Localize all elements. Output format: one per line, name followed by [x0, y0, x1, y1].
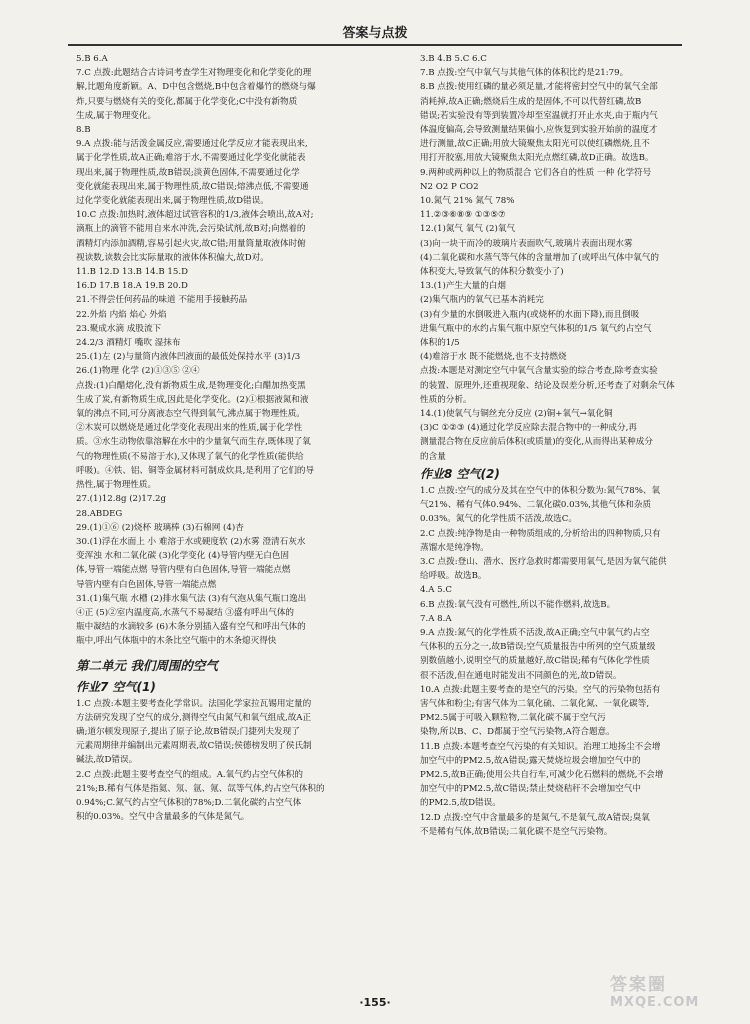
answer-line: 14.(1)使氧气与铜丝充分反应 (2)铜+氧气→氧化铜: [420, 409, 613, 420]
answer-line: 视读数,读数会比实际量取的液体体积偏大,故D对。: [76, 252, 269, 263]
answer-line: (2)集气瓶内的氧气已基本消耗完: [420, 295, 544, 306]
answer-line: 9.A 点拨:氮气的化学性质不活泼,故A正确;空气中氧气约占空: [420, 627, 650, 638]
header-rule: [68, 44, 682, 46]
answer-line: 10.氮气 21% 氮气 78%: [420, 196, 515, 207]
hw7-answers: [76, 697, 404, 825]
right-column: [420, 52, 748, 839]
answer-line: 10.C 点拨:加热时,液体超过试管容积的1/3,液体会喷出,故A对;: [76, 210, 314, 221]
answer-line: 现出来,属于物理性质,故B错误;淡黄色固体,不需要通过化学: [76, 167, 300, 178]
answer-line: 0.94%;C.氮气约占空气体积的78%;D.二氧化碳约占空气体: [76, 797, 302, 808]
answer-line: 氧的沸点不同,可分离液态空气得到氧气,沸点属于物理性质。: [76, 409, 305, 420]
answer-line: 气21%、稀有气体0.94%、二氧化碳0.03%,其他气体和杂质: [420, 500, 652, 511]
answer-line: 的含量: [420, 451, 446, 462]
answer-line: 26.(1)物理 化学 (2)①③⑤ ②④: [76, 366, 200, 377]
unit-heading: 第二单元 我们周围的空气: [76, 657, 218, 673]
answer-line: 体,导管一端能点燃 导管内壁有白色固体,导管一端能点燃: [76, 565, 291, 576]
answer-line: N2 O2 P CO2: [420, 181, 479, 192]
answer-line: 元素周期律并编制出元素周期表,故C错误;侯德榜发明了侯氏制: [76, 741, 312, 752]
answer-line: 7.C 点拨:此题结合古诗词考查学生对物理变化和化学变化的理: [76, 68, 312, 79]
answer-line: 测量混合物在反应前后体积(或质量)的变化,从而得出某种成分: [420, 437, 653, 448]
answer-line: 7.B 点拨:空气中氧气与其他气体的体积比约是21:79。: [420, 68, 629, 79]
answer-line: 害气体和粉尘;有害气体为二氧化硫、二氧化氮、一氧化碳等,: [420, 698, 650, 709]
answer-line: 呼吸)。④铁、铝、铜等金属材料可制成炊具,是利用了它们的导: [76, 465, 315, 476]
answer-line: 滴瓶上的滴管不能用自来水冲洗,会污染试剂,故B对;向燃着的: [76, 224, 306, 235]
answer-line: 变浑浊 水和二氧化碳 (3)化学变化 (4)导管内壁无白色固: [76, 551, 290, 562]
answer-line: 瓶中,呼出气体瓶中的木条比空气瓶中的木条熄灭得快: [76, 636, 277, 647]
answer-line: 6.B 点拨:氧气没有可燃性,所以不能作燃料,故选B。: [420, 599, 616, 610]
answer-line: 酒精灯内添加酒精,容易引起火灾,故C错;用量筒量取液体时俯: [76, 238, 306, 249]
answer-line: 10.A 点拨:此题主要考查的是空气的污染。空气的污染物包括有: [420, 684, 661, 695]
answer-line: (4)难溶于水 既不能燃烧,也不支持燃烧: [420, 352, 567, 363]
answer-line: 导管内壁有白色固体,导管一端能点燃: [76, 579, 217, 590]
answer-line: (4)二氧化碳和水蒸气等气体的含量增加了(或呼出气体中氧气的: [420, 252, 659, 263]
answer-line: 体温度偏高,会导致测量结果偏小,应恢复到实验开始前的温度才: [420, 125, 658, 136]
answer-line: 过化学变化就能表现出来,属于物理性质,故D错误。: [76, 196, 269, 207]
answer-line: 错误;若实验没有等到装置冷却至室温就打开止水夹,由于瓶内气: [420, 110, 658, 121]
answer-line: PM2.5属于可吸入颗粒物,二氧化碳不属于空气污: [420, 713, 606, 724]
answer-line: 加空气中的PM2.5,故A错误;露天焚烧垃圾会增加空气中的: [420, 755, 641, 766]
answer-line: 13.(1)产生大量的白烟: [420, 281, 506, 292]
answer-line: 9.A 点拨:能与活泼金属反应,需要通过化学反应才能表现出来,: [76, 139, 308, 150]
answer-line: ④正 (5)②室内温度高,水蒸气不易凝结 ③盛有呼出气体的: [76, 607, 295, 618]
answer-line: 染物,所以B、C、D都属于空气污染物,A符合题意。: [420, 727, 615, 738]
answer-line: 确;道尔顿发现原子,提出了原子论,故B错误;门捷列夫发现了: [76, 726, 300, 737]
answer-line: 瓶中凝结的水滴较多 (6)木条分别插入盛有空气和呼出气体的: [76, 622, 306, 633]
answer-line: ②木炭可以燃烧是通过化学变化表现出来的性质,属于化学性: [76, 423, 303, 434]
answer-line: 变化就能表现出来,属于物理性质,故C错误;熔沸点低,不需要通: [76, 181, 309, 192]
answer-line: (3)C ①②③ (4)通过化学反应除去混合物中的一种成分,再: [420, 423, 637, 434]
answer-line: 炸,只要与燃烧有关的变化,都属于化学变化;C中没有新物质: [76, 96, 298, 107]
answer-line: 给呼吸。故选B。: [420, 571, 487, 582]
answer-line: 不是稀有气体,故B错误;二氧化碳不是空气污染物。: [420, 826, 613, 837]
answer-line: 的PM2.5,故D错误。: [420, 798, 501, 809]
answer-line: 碱法,故D错误。: [76, 755, 138, 766]
watermark-bottom: MXQE.COM: [610, 995, 700, 1010]
answer-line: 31.(1)集气瓶 水槽 (2)排水集气法 (3)有气泡从集气瓶口逸出: [76, 593, 307, 604]
hw8-heading: 作业8 空气(2): [420, 466, 500, 481]
answer-line: 2.C 点拨:此题主要考查空气的组成。A.氧气约占空气体积的: [76, 769, 303, 780]
answer-line: 5.B 6.A: [76, 54, 108, 64]
answer-line: 2.C 点拨:纯净物是由一种物质组成的,分析给出的四种物质,只有: [420, 528, 661, 539]
hw7-heading: 作业7 空气(1): [76, 679, 156, 694]
answer-line: 27.(1)12.8g (2)17.2g: [76, 494, 167, 505]
answer-line: 16.D 17.B 18.A 19.B 20.D: [76, 281, 188, 292]
answer-line: 热性,属于物理性质。: [76, 480, 157, 491]
answer-line: 23.聚成水滴 成股流下: [76, 323, 162, 334]
answer-line: 1.C 点拨:本题主要考查化学常识。法国化学家拉瓦锡用定量的: [76, 698, 312, 709]
answer-line: 29.(1)①⑥ (2)烧杯 玻璃棒 (3)石棉网 (4)杏: [76, 522, 244, 533]
answer-line: 11.②③⑥⑧⑨ ①③⑤⑦: [420, 210, 506, 221]
answer-line: 用打开胶塞,用放大镜聚焦太阳光点燃红磷,故D正确。故选B。: [420, 153, 654, 164]
answer-line: 7.A 8.A: [420, 613, 452, 624]
answer-line: 积的0.03%。空气中含量最多的气体是氮气。: [76, 812, 250, 823]
answer-line: 进集气瓶中的水约占集气瓶中原空气体积的1/5 氧气约占空气: [420, 323, 652, 334]
page-header: 答案与点拨: [342, 26, 408, 41]
answer-line: 气体积的五分之一,故B错误;空气质量报告中所列的空气质量级: [420, 642, 656, 653]
answer-line: 3.B 4.B 5.C 6.C: [420, 54, 487, 64]
answer-line: 24.2/3 酒精灯 嘴吹 湿抹布: [76, 338, 181, 349]
answer-line: 解,比题角度新颖。A、D中包含燃烧,B中包含着爆竹的燃烧与爆: [76, 82, 316, 93]
answer-line: (3)向一块干而冷的玻璃片表面吹气,玻璃片表面出现水雾: [420, 238, 633, 249]
answer-line: 1.C 点拨:空气的成分及其在空气中的体积分数为:氮气78%、氧: [420, 485, 661, 496]
answer-line: 进行测量,故C正确;用放大镜聚焦太阳光可以使红磷燃烧,且不: [420, 139, 650, 150]
answer-line: 加空气中的PM2.5,故C错误;禁止焚烧秸秆不会增加空气中: [420, 784, 641, 795]
answer-line: 方法研究发现了空气的成分,测得空气由氮气和氧气组成,故A正: [76, 712, 312, 723]
answer-line: 0.03%。氮气的化学性质不活泼,故选C。: [420, 514, 577, 525]
answer-line: 11.B 点拨:本题考查空气污染的有关知识。治理工地扬尘不会增: [420, 741, 661, 752]
answer-line: 25.(1)左 (2)与量筒内液体凹液面的最低处保持水平 (3)1/3: [76, 352, 301, 363]
answer-line: 体积的1/5: [420, 338, 460, 349]
answer-line: 质。③水生动物依靠溶解在水中的少量氧气而生存,既体现了氧: [76, 437, 311, 448]
answer-line: 很不活泼,但在通电时能发出不同颜色的光,故D错误。: [420, 670, 622, 681]
answer-line: 30.(1)浮在水面上 小 难溶于水或硬度软 (2)水雾 澄清石灰水: [76, 536, 306, 547]
answer-line: 12.D 点拨:空气中含量最多的是氮气,不是氧气,故A错误;臭氧: [420, 812, 650, 823]
watermark-logo: [610, 970, 699, 1010]
answer-line: 21%;B.稀有气体是指氦、氖、氩、氪、氙等气体,约占空气体积的: [76, 783, 325, 794]
answer-line: 3.C 点拨:登山、潜水、医疗急救时都需要用氧气,是因为氧气能供: [420, 556, 667, 567]
answer-line: 8.B 点拨:使用红磷的量必须足量,才能将密封空气中的氧气全部: [420, 82, 658, 93]
answer-line: 别数值越小,说明空气的质量越好,故C错误;稀有气体化学性质: [420, 656, 650, 667]
answer-line: PM2.5,故B正确;使用公共自行车,可减少化石燃料的燃烧,不会增: [420, 769, 664, 780]
answer-line: 的装置、原理外,还重视现象、结论及误差分析,还考查了对剩余气体: [420, 380, 675, 391]
answer-line: 21.不得尝任何药品的味道 不能用手接触药品: [76, 295, 248, 306]
answer-line: 气的物理性质(不易溶于水),又体现了氧气的化学性质(能供给: [76, 451, 304, 462]
answer-line: 9.两种或两种以上的物质混合 它们各自的性质 一种 化学符号: [420, 167, 652, 178]
answer-line: 生成了炭,有新物质生成,因此是化学变化。(2)①根据液氮和液: [76, 394, 309, 405]
answer-line: 点拨:(1)白醋熔化,没有新物质生成,是物理变化;白醋加热变黑: [76, 380, 306, 391]
answer-line: 22.外焰 内焰 焰心 外焰: [76, 309, 167, 320]
answer-line: 蒸馏水是纯净物。: [420, 542, 489, 553]
left-answers: [76, 52, 404, 649]
answer-line: 性质的分析。: [420, 394, 472, 405]
hw8-answers: [420, 484, 748, 839]
answer-line: 12.(1)氮气 氧气 (2)氧气: [420, 224, 516, 235]
right-answers: [420, 52, 748, 464]
left-column: [76, 52, 404, 824]
answer-line: 4.A 5.C: [420, 585, 452, 596]
answer-line: (3)有少量的水倒吸进入瓶内(或烧杯的水面下降),而且倒吸: [420, 309, 640, 320]
answer-line: 点拨:本题是对测定空气中氧气含量实验的综合考查,除考查实验: [420, 366, 658, 377]
answer-line: 体积变大,导致氧气的体积分数变小了): [420, 267, 564, 278]
answer-line: 消耗掉,故A正确;燃烧后生成的是固体,不可以代替红磷,故B: [420, 96, 642, 107]
answer-line: 28.ABDEG: [76, 508, 123, 519]
page-number: ·155·: [359, 996, 391, 1009]
watermark-top: 答案圈: [610, 975, 667, 995]
answer-line: 8.B: [76, 125, 91, 136]
answer-line: 属于化学性质,故A正确;难溶于水,不需要通过化学变化就能表: [76, 153, 306, 164]
answer-line: 生成,属于物理变化。: [76, 110, 157, 121]
answer-line: 11.B 12.D 13.B 14.B 15.D: [76, 267, 188, 278]
